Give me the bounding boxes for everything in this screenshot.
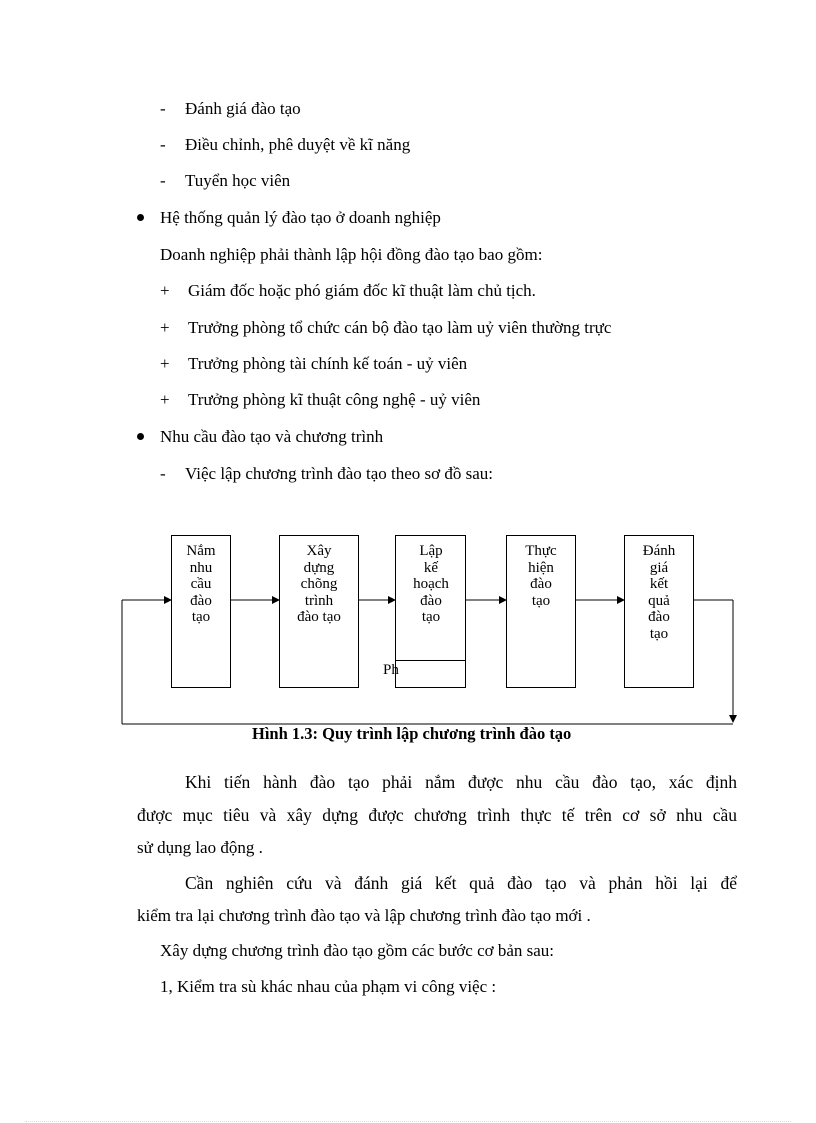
section-heading: Hệ thống quản lý đào tạo ở doanh nghiệp: [160, 208, 441, 227]
list-item: Tuyển học viên: [185, 171, 291, 190]
list-item: Trưởng phòng tổ chức cán bộ đào tạo làm uỷ viên thường trực: [188, 318, 612, 337]
list-plus: +: [160, 354, 170, 373]
list-item: Điều chỉnh, phê duyệt về kĩ năng: [185, 135, 411, 154]
list-item: Đánh giá đào tạo: [185, 99, 301, 118]
paragraph-line: được mục tiêu và xây dựng được chương trình thực tế trên cơ sở nhu cầu: [137, 805, 737, 825]
list-dash: -: [160, 135, 166, 154]
paragraph-line: Khi tiến hành đào tạo phải nắm được nhu cầu đào tạo, xác định: [185, 772, 737, 792]
page-bottom-rule: [25, 1121, 791, 1122]
flow-step-label: Đánh giá kết quả đào tạo: [642, 543, 676, 642]
section-heading: Nhu cầu đào tạo và chương trình: [160, 427, 384, 446]
list-item: Trưởng phòng kĩ thuật công nghệ - uỷ viên: [188, 390, 481, 409]
list-dash: -: [160, 99, 166, 118]
list-dash: -: [160, 464, 166, 483]
list-item: Giám đốc hoặc phó giám đốc kĩ thuật làm chủ tịch.: [188, 281, 536, 300]
list-item: Việc lập chương trình đào tạo theo sơ đồ sau:: [185, 464, 494, 483]
paragraph-line: Cần nghiên cứu và đánh giá kết quả đào tạo và phản hồi lại để: [185, 873, 737, 893]
flow-step-label: Xây dựng chõng trình đào tạo: [297, 543, 341, 625]
flow-step-box: [506, 535, 576, 688]
figure-caption: Hình 1.3: Quy trình lập chương trình đào tạo: [252, 724, 572, 743]
flow-step-box: [171, 535, 231, 688]
paragraph-line: kiểm tra lại chương trình đào tạo và lập chương trình đào tạo mới .: [137, 906, 591, 925]
list-item: Trưởng phòng tài chính kế toán - uỷ viên: [188, 354, 468, 373]
flow-step-box-edge: [465, 535, 466, 661]
diagram-fragment-text: Ph: [383, 662, 399, 678]
list-dash: -: [160, 171, 166, 190]
list-plus: +: [160, 281, 170, 300]
flow-step-box: [279, 535, 359, 688]
flow-step-box: [395, 535, 466, 661]
paragraph-line: Doanh nghiệp phải thành lập hội đồng đào tạo bao gồm:: [160, 245, 543, 264]
flow-step-label: Lập kế hoạch đào tạo: [413, 543, 449, 625]
flow-step-label: Thực hiện đào tạo: [525, 543, 557, 609]
paragraph-line: Xây dựng chương trình đào tạo gồm các bước cơ bản sau:: [160, 941, 555, 960]
flow-step-box-bottom: [395, 661, 466, 688]
flow-step-label: Nắm nhu cầu đào tạo: [186, 543, 216, 625]
list-plus: +: [160, 390, 170, 409]
list-plus: +: [160, 318, 170, 337]
flow-step-box: [624, 535, 694, 688]
paragraph-line: sử dụng lao động .: [137, 838, 263, 857]
paragraph-line: 1, Kiểm tra sù khác nhau của phạm vi công việc :: [160, 977, 497, 996]
